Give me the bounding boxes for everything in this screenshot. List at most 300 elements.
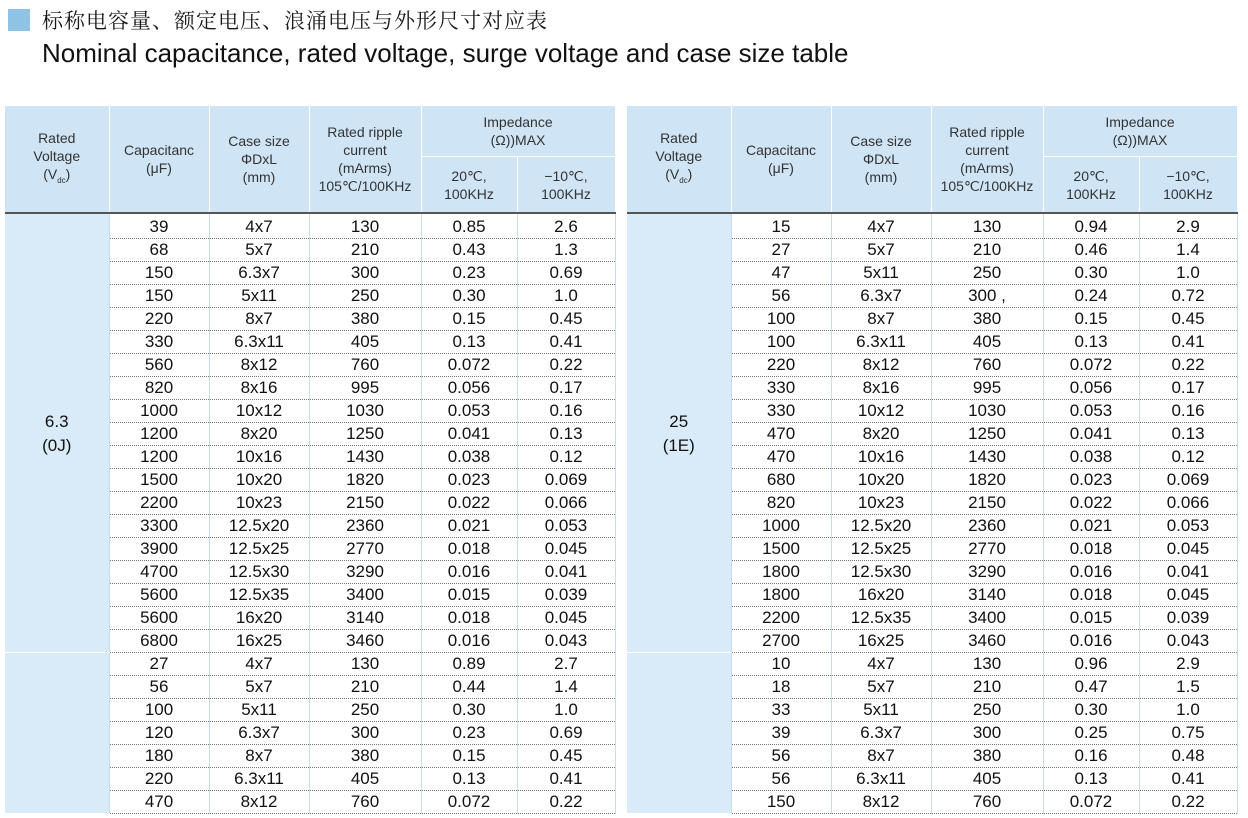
impedance-m10c-cell: 0.22	[517, 354, 615, 377]
capacitance-cell: 150	[109, 262, 209, 285]
capacitance-cell: 470	[731, 446, 831, 469]
case-size-cell: 10x20	[209, 469, 309, 492]
ripple-cell: 2360	[309, 515, 421, 538]
capacitance-cell: 6800	[109, 630, 209, 653]
impedance-20c-cell: 0.24	[1043, 285, 1139, 308]
impedance-m10c-cell: 0.72	[1139, 285, 1237, 308]
impedance-20c-cell: 0.018	[421, 538, 517, 561]
voltage-cell	[5, 653, 109, 814]
capacitance-cell: 100	[109, 699, 209, 722]
impedance-m10c-cell: 0.45	[517, 745, 615, 768]
case-size-cell: 8x16	[209, 377, 309, 400]
ripple-cell: 1030	[931, 400, 1043, 423]
impedance-20c-cell: 0.022	[1043, 492, 1139, 515]
impedance-20c-cell: 0.016	[1043, 630, 1139, 653]
header-imp-20c-line: 20℃,	[1073, 167, 1109, 184]
ripple-cell: 210	[309, 676, 421, 699]
voltage-cell	[5, 213, 109, 653]
case-size-cell: 12.5x35	[831, 607, 931, 630]
case-size-cell: 12.5x30	[209, 561, 309, 584]
impedance-20c-cell: 0.016	[421, 561, 517, 584]
impedance-20c-cell: 0.16	[1043, 745, 1139, 768]
impedance-m10c-cell: 0.45	[517, 308, 615, 331]
header-imp-m10c	[1139, 157, 1237, 214]
header-capacitance	[731, 106, 831, 213]
case-size-cell: 4x7	[831, 653, 931, 676]
impedance-20c-cell: 0.15	[1043, 308, 1139, 331]
impedance-20c-cell: 0.25	[1043, 722, 1139, 745]
capacitance-cell: 3900	[109, 538, 209, 561]
case-size-cell: 5x11	[831, 699, 931, 722]
case-size-cell: 5x7	[209, 239, 309, 262]
table-row	[627, 213, 1237, 239]
header-capacitance	[109, 106, 209, 213]
header-impedance-line: (Ω))MAX	[1112, 132, 1168, 148]
case-size-cell: 12.5x30	[831, 561, 931, 584]
impedance-20c-cell: 0.072	[1043, 354, 1139, 377]
ripple-cell: 1030	[309, 400, 421, 423]
capacitance-cell: 150	[731, 791, 831, 814]
header-imp-20c-line: 100KHz	[1066, 185, 1116, 202]
ripple-cell: 405	[931, 331, 1043, 354]
impedance-m10c-cell: 0.12	[517, 446, 615, 469]
impedance-m10c-cell: 0.45	[1139, 308, 1237, 331]
ripple-cell: 3290	[931, 561, 1043, 584]
capacitance-cell: 330	[109, 331, 209, 354]
impedance-m10c-cell: 1.4	[517, 676, 615, 699]
case-size-cell: 16x25	[209, 630, 309, 653]
ripple-cell: 2150	[309, 492, 421, 515]
impedance-m10c-cell: 1.0	[517, 285, 615, 308]
impedance-20c-cell: 0.015	[421, 584, 517, 607]
unit-open: (V	[665, 165, 680, 182]
ripple-cell: 1820	[931, 469, 1043, 492]
impedance-20c-cell: 0.041	[1043, 423, 1139, 446]
ripple-cell: 760	[309, 354, 421, 377]
ripple-cell: 130	[309, 213, 421, 239]
header-imp-20c	[1043, 157, 1139, 214]
impedance-m10c-cell: 2.6	[517, 213, 615, 239]
capacitance-cell: 330	[731, 400, 831, 423]
impedance-m10c-cell: 0.043	[517, 630, 615, 653]
impedance-m10c-cell: 0.039	[517, 584, 615, 607]
header-case-size-line: ΦDxL	[862, 151, 900, 167]
impedance-m10c-cell: 1.0	[1139, 262, 1237, 285]
case-size-cell: 16x25	[831, 630, 931, 653]
header-ripple-line: 105℃/100KHz	[318, 178, 412, 194]
case-size-cell: 5x11	[209, 699, 309, 722]
impedance-m10c-cell: 1.0	[1139, 699, 1237, 722]
impedance-m10c-cell: 0.41	[517, 768, 615, 791]
impedance-m10c-cell: 0.69	[517, 262, 615, 285]
case-size-cell: 8x20	[209, 423, 309, 446]
ripple-cell: 1250	[309, 423, 421, 446]
impedance-20c-cell: 0.038	[421, 446, 517, 469]
impedance-m10c-cell: 0.045	[517, 538, 615, 561]
case-size-cell: 16x20	[209, 607, 309, 630]
case-size-cell: 5x7	[831, 239, 931, 262]
ripple-cell: 380	[309, 745, 421, 768]
header-impedance-line: Impedance	[483, 114, 553, 130]
header-impedance	[421, 106, 615, 157]
unit-sub: dc	[679, 175, 688, 185]
header-ripple-line: Rated ripple	[949, 124, 1025, 140]
capacitance-cell: 2200	[109, 492, 209, 515]
case-size-cell: 6.3x11	[209, 768, 309, 791]
capacitance-cell: 150	[109, 285, 209, 308]
capacitance-cell: 3300	[109, 515, 209, 538]
capacitance-cell: 1500	[731, 538, 831, 561]
ripple-cell: 2150	[931, 492, 1043, 515]
impedance-m10c-cell: 0.069	[1139, 469, 1237, 492]
impedance-20c-cell: 0.13	[1043, 768, 1139, 791]
ripple-cell: 300	[309, 722, 421, 745]
capacitance-cell: 68	[109, 239, 209, 262]
case-size-cell: 6.3x7	[209, 262, 309, 285]
capacitance-cell: 5600	[109, 607, 209, 630]
impedance-m10c-cell: 0.066	[1139, 492, 1237, 515]
ripple-cell: 3400	[931, 607, 1043, 630]
header-imp-m10c	[517, 157, 615, 214]
impedance-20c-cell: 0.13	[1043, 331, 1139, 354]
header-case-size-line: ΦDxL	[240, 151, 278, 167]
impedance-20c-cell: 0.022	[421, 492, 517, 515]
impedance-m10c-cell: 0.69	[517, 722, 615, 745]
impedance-20c-cell: 0.038	[1043, 446, 1139, 469]
header-imp-m10c-line: 100KHz	[1163, 185, 1213, 202]
impedance-m10c-cell: 1.3	[517, 239, 615, 262]
case-size-cell: 10x20	[831, 469, 931, 492]
header-capacitance-line: (μF)	[146, 160, 172, 176]
header-imp-m10c-line: 100KHz	[541, 185, 591, 202]
voltage-label: 6.3	[44, 412, 69, 431]
impedance-20c-cell: 0.018	[421, 607, 517, 630]
unit-open: (V	[43, 165, 58, 182]
capacitance-cell: 27	[109, 653, 209, 676]
capacitance-cell: 56	[731, 285, 831, 308]
capacitance-cell: 2700	[731, 630, 831, 653]
impedance-20c-cell: 0.053	[421, 400, 517, 423]
impedance-20c-cell: 0.072	[421, 791, 517, 814]
capacitance-cell: 560	[109, 354, 209, 377]
capacitance-cell: 4700	[109, 561, 209, 584]
impedance-20c-cell: 0.056	[421, 377, 517, 400]
impedance-20c-cell: 0.021	[421, 515, 517, 538]
capacitance-cell: 27	[731, 239, 831, 262]
impedance-20c-cell: 0.016	[1043, 561, 1139, 584]
case-size-cell: 6.3x11	[209, 331, 309, 354]
case-size-cell: 8x12	[209, 354, 309, 377]
ripple-cell: 405	[931, 768, 1043, 791]
impedance-20c-cell: 0.30	[1043, 262, 1139, 285]
ripple-cell: 250	[309, 699, 421, 722]
case-size-cell: 8x12	[831, 354, 931, 377]
impedance-m10c-cell: 0.17	[1139, 377, 1237, 400]
case-size-cell: 8x16	[831, 377, 931, 400]
ripple-cell: 3460	[309, 630, 421, 653]
capacitance-cell: 56	[731, 768, 831, 791]
voltage-label: (1E)	[662, 436, 695, 455]
spec-table-left	[5, 106, 616, 814]
capacitance-cell: 10	[731, 653, 831, 676]
voltage-label: (0J)	[42, 436, 72, 455]
impedance-20c-cell: 0.072	[1043, 791, 1139, 814]
case-size-cell: 12.5x20	[209, 515, 309, 538]
ripple-cell: 380	[931, 745, 1043, 768]
impedance-20c-cell: 0.43	[421, 239, 517, 262]
ripple-cell: 760	[931, 354, 1043, 377]
impedance-m10c-cell: 0.75	[1139, 722, 1237, 745]
header-rated-voltage	[5, 106, 109, 213]
ripple-cell: 3290	[309, 561, 421, 584]
impedance-20c-cell: 0.30	[1043, 699, 1139, 722]
capacitance-cell: 47	[731, 262, 831, 285]
impedance-m10c-cell: 0.41	[517, 331, 615, 354]
impedance-m10c-cell: 0.22	[1139, 354, 1237, 377]
title-en: Nominal capacitance, rated voltage, surge voltage and case size table	[42, 38, 849, 68]
header-capacitance-line: Capacitanc	[123, 142, 195, 158]
header-row	[5, 106, 615, 157]
case-size-cell: 8x7	[831, 745, 931, 768]
case-size-cell: 12.5x20	[831, 515, 931, 538]
impedance-20c-cell: 0.30	[421, 285, 517, 308]
impedance-20c-cell: 0.15	[421, 745, 517, 768]
impedance-m10c-cell: 0.13	[517, 423, 615, 446]
case-size-cell: 8x12	[209, 791, 309, 814]
capacitance-cell: 1800	[731, 561, 831, 584]
header-case-size	[831, 106, 931, 213]
capacitance-cell: 39	[109, 213, 209, 239]
impedance-20c-cell: 0.041	[421, 423, 517, 446]
capacitance-cell: 39	[731, 722, 831, 745]
impedance-20c-cell: 0.016	[421, 630, 517, 653]
ripple-cell: 300	[309, 262, 421, 285]
header-case-size-line: (mm)	[864, 169, 898, 185]
table-row	[627, 653, 1237, 676]
impedance-20c-cell: 0.056	[1043, 377, 1139, 400]
ripple-cell: 300	[931, 722, 1043, 745]
case-size-cell: 10x16	[209, 446, 309, 469]
unit-sub: dc	[57, 175, 66, 185]
impedance-m10c-cell: 0.045	[1139, 584, 1237, 607]
title-zh: 标称电容量、额定电压、浪涌电压与外形尺寸对应表	[42, 9, 548, 33]
impedance-m10c-cell: 0.16	[1139, 400, 1237, 423]
impedance-20c-cell: 0.023	[421, 469, 517, 492]
capacitance-cell: 15	[731, 213, 831, 239]
voltage-cell	[627, 653, 731, 814]
table-row	[5, 213, 615, 239]
impedance-m10c-cell: 1.4	[1139, 239, 1237, 262]
title-zh-row	[8, 6, 548, 34]
case-size-cell: 16x20	[831, 584, 931, 607]
spec-table-right	[627, 106, 1238, 814]
case-size-cell: 6.3x7	[831, 722, 931, 745]
header-rated-voltage-unit	[627, 165, 731, 190]
header-case-size	[209, 106, 309, 213]
header-rated-voltage-line: Rated	[38, 129, 76, 146]
case-size-cell: 4x7	[209, 213, 309, 239]
ripple-cell: 210	[931, 239, 1043, 262]
header-rated-voltage-line: Voltage	[33, 147, 81, 164]
impedance-m10c-cell: 0.041	[1139, 561, 1237, 584]
header-imp-20c-line: 100KHz	[444, 185, 494, 202]
voltage-cell	[627, 213, 731, 653]
header-rated-voltage-line: Rated	[660, 129, 698, 146]
ripple-cell: 250	[309, 285, 421, 308]
header-capacitance-line: (μF)	[768, 160, 794, 176]
capacitance-cell: 180	[109, 745, 209, 768]
case-size-cell: 6.3x11	[831, 768, 931, 791]
ripple-cell: 3460	[931, 630, 1043, 653]
case-size-cell: 10x12	[831, 400, 931, 423]
ripple-cell: 2360	[931, 515, 1043, 538]
impedance-20c-cell: 0.85	[421, 213, 517, 239]
impedance-m10c-cell: 0.22	[517, 791, 615, 814]
case-size-cell: 12.5x25	[209, 538, 309, 561]
capacitance-cell: 56	[109, 676, 209, 699]
impedance-m10c-cell: 0.17	[517, 377, 615, 400]
header-rated-voltage	[627, 106, 731, 213]
ripple-cell: 210	[931, 676, 1043, 699]
header-case-size-line: Case size	[850, 133, 912, 149]
ripple-cell: 760	[931, 791, 1043, 814]
header-imp-m10c-line: −10℃,	[544, 167, 588, 184]
impedance-20c-cell: 0.018	[1043, 584, 1139, 607]
header-ripple	[931, 106, 1043, 213]
case-size-cell: 5x11	[209, 285, 309, 308]
ripple-cell: 380	[309, 308, 421, 331]
case-size-cell: 8x12	[831, 791, 931, 814]
impedance-20c-cell: 0.072	[421, 354, 517, 377]
impedance-m10c-cell: 1.0	[517, 699, 615, 722]
case-size-cell: 4x7	[831, 213, 931, 239]
header-ripple-line: current	[343, 142, 387, 158]
capacitance-cell: 470	[731, 423, 831, 446]
header-impedance	[1043, 106, 1237, 157]
impedance-m10c-cell: 2.9	[1139, 653, 1237, 676]
ripple-cell: 760	[309, 791, 421, 814]
capacitance-cell: 470	[109, 791, 209, 814]
impedance-20c-cell: 0.23	[421, 262, 517, 285]
case-size-cell: 8x20	[831, 423, 931, 446]
impedance-20c-cell: 0.89	[421, 653, 517, 676]
case-size-cell: 10x23	[831, 492, 931, 515]
case-size-cell: 10x16	[831, 446, 931, 469]
case-size-cell: 8x7	[831, 308, 931, 331]
header-imp-m10c-line: −10℃,	[1166, 167, 1210, 184]
header-ripple-line: Rated ripple	[327, 124, 403, 140]
header-ripple-line: 105℃/100KHz	[940, 178, 1034, 194]
header-ripple	[309, 106, 421, 213]
impedance-m10c-cell: 0.069	[517, 469, 615, 492]
ripple-cell: 210	[309, 239, 421, 262]
impedance-m10c-cell: 0.13	[1139, 423, 1237, 446]
header-impedance-line: Impedance	[1105, 114, 1175, 130]
ripple-cell: 1430	[931, 446, 1043, 469]
capacitance-cell: 330	[731, 377, 831, 400]
ripple-cell: 1430	[309, 446, 421, 469]
impedance-m10c-cell: 2.9	[1139, 213, 1237, 239]
capacitance-cell: 100	[731, 308, 831, 331]
impedance-m10c-cell: 2.7	[517, 653, 615, 676]
case-size-cell: 6.3x7	[209, 722, 309, 745]
header-rated-voltage-unit	[5, 165, 109, 190]
ripple-cell: 300 ,	[931, 285, 1043, 308]
capacitance-cell: 1200	[109, 423, 209, 446]
voltage-label: 25	[669, 412, 689, 431]
header-capacitance-line: Capacitanc	[745, 142, 817, 158]
ripple-cell: 130	[931, 213, 1043, 239]
impedance-20c-cell: 0.13	[421, 768, 517, 791]
header-ripple-line: current	[965, 142, 1009, 158]
ripple-cell: 1820	[309, 469, 421, 492]
impedance-20c-cell: 0.018	[1043, 538, 1139, 561]
impedance-20c-cell: 0.30	[421, 699, 517, 722]
case-size-cell: 6.3x11	[831, 331, 931, 354]
case-size-cell: 10x12	[209, 400, 309, 423]
impedance-20c-cell: 0.46	[1043, 239, 1139, 262]
impedance-20c-cell: 0.021	[1043, 515, 1139, 538]
impedance-m10c-cell: 0.22	[1139, 791, 1237, 814]
case-size-cell: 4x7	[209, 653, 309, 676]
impedance-m10c-cell: 0.053	[517, 515, 615, 538]
impedance-m10c-cell: 0.16	[517, 400, 615, 423]
capacitance-cell: 1200	[109, 446, 209, 469]
case-size-cell: 5x7	[209, 676, 309, 699]
impedance-20c-cell: 0.15	[421, 308, 517, 331]
impedance-20c-cell: 0.023	[1043, 469, 1139, 492]
ripple-cell: 250	[931, 262, 1043, 285]
case-size-cell: 5x11	[831, 262, 931, 285]
capacitance-cell: 100	[731, 331, 831, 354]
ripple-cell: 380	[931, 308, 1043, 331]
impedance-20c-cell: 0.23	[421, 722, 517, 745]
unit-close: )	[687, 165, 693, 182]
case-size-cell: 12.5x35	[209, 584, 309, 607]
impedance-m10c-cell: 0.045	[517, 607, 615, 630]
impedance-m10c-cell: 0.045	[1139, 538, 1237, 561]
impedance-m10c-cell: 0.48	[1139, 745, 1237, 768]
capacitance-cell: 820	[109, 377, 209, 400]
impedance-m10c-cell: 1.5	[1139, 676, 1237, 699]
impedance-m10c-cell: 0.041	[517, 561, 615, 584]
ripple-cell: 2770	[309, 538, 421, 561]
impedance-m10c-cell: 0.41	[1139, 768, 1237, 791]
impedance-m10c-cell: 0.41	[1139, 331, 1237, 354]
impedance-m10c-cell: 0.043	[1139, 630, 1237, 653]
ripple-cell: 1250	[931, 423, 1043, 446]
ripple-cell: 3140	[309, 607, 421, 630]
impedance-m10c-cell: 0.039	[1139, 607, 1237, 630]
case-size-cell: 6.3x7	[831, 285, 931, 308]
impedance-20c-cell: 0.053	[1043, 400, 1139, 423]
impedance-m10c-cell: 0.066	[517, 492, 615, 515]
capacitance-cell: 33	[731, 699, 831, 722]
impedance-20c-cell: 0.47	[1043, 676, 1139, 699]
case-size-cell: 8x7	[209, 745, 309, 768]
case-size-cell: 8x7	[209, 308, 309, 331]
header-imp-20c-line: 20℃,	[451, 167, 487, 184]
header-ripple-line: (mArms)	[960, 160, 1014, 176]
unit-close: )	[65, 165, 71, 182]
ripple-cell: 405	[309, 331, 421, 354]
case-size-cell: 12.5x25	[831, 538, 931, 561]
impedance-m10c-cell: 0.12	[1139, 446, 1237, 469]
header-ripple-line: (mArms)	[338, 160, 392, 176]
ripple-cell: 250	[931, 699, 1043, 722]
impedance-20c-cell: 0.13	[421, 331, 517, 354]
capacitance-cell: 220	[109, 308, 209, 331]
